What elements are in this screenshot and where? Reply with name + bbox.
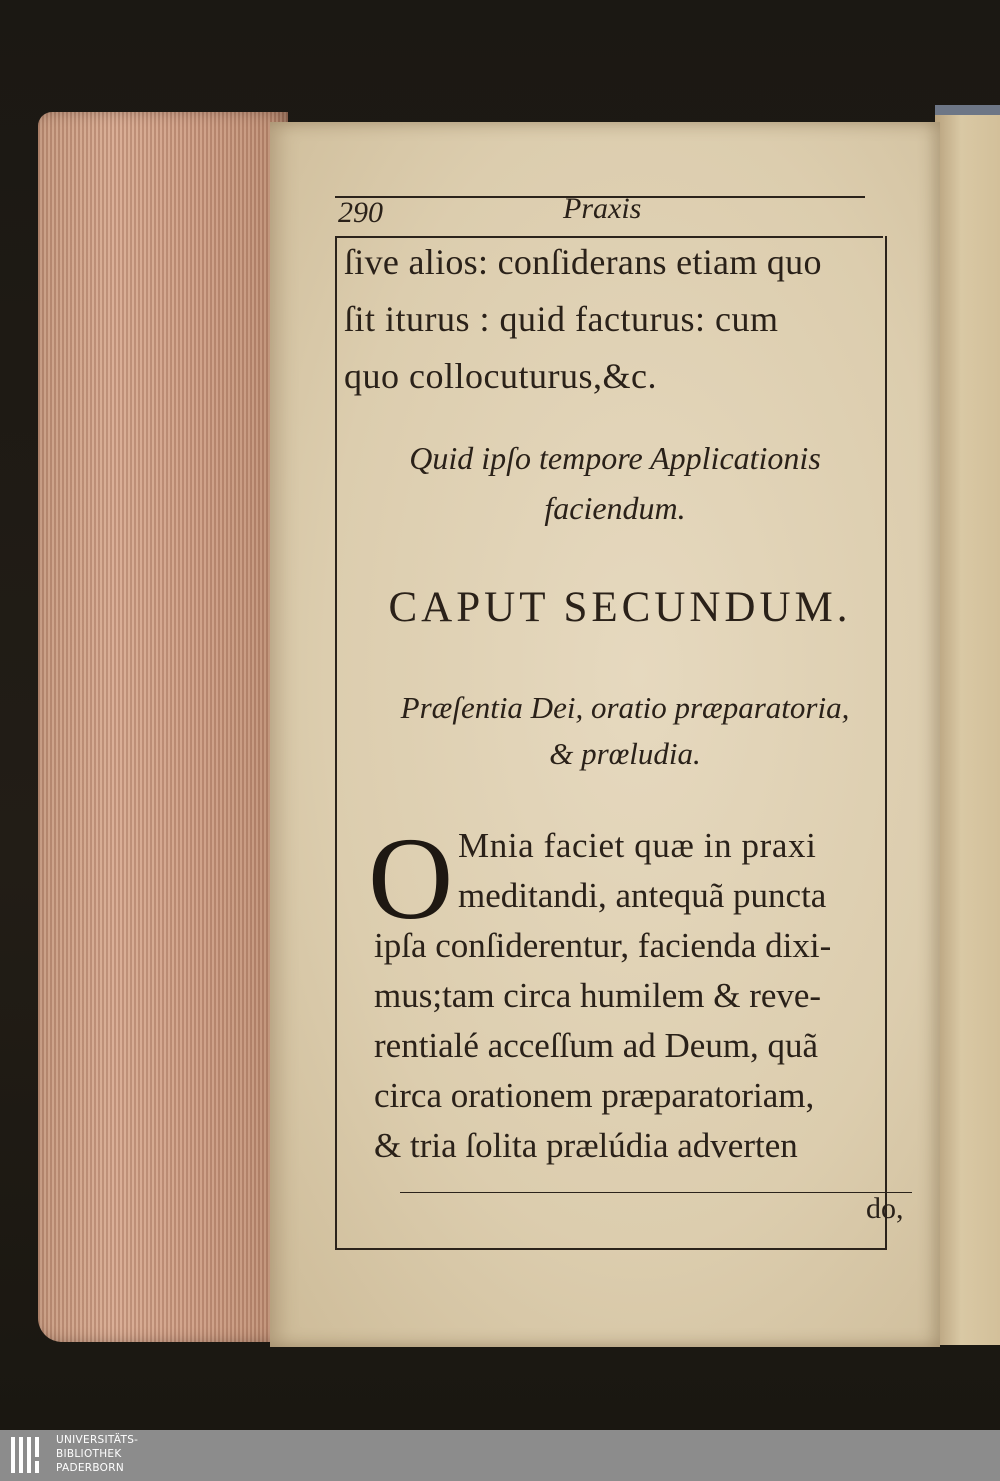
chapter-subtitle: & prœludia.	[549, 736, 701, 771]
logo-line: BIBLIOTHEK	[56, 1448, 122, 1460]
footer-bar	[0, 1430, 1000, 1481]
chapter-title: CAPUT SECUNDUM.	[388, 584, 852, 631]
body-line: & tria ſolita prælúdia adverten	[374, 1126, 798, 1165]
logo-line: PADERBORN	[56, 1462, 124, 1474]
body-line: Mnia faciet quæ in praxi	[458, 826, 817, 865]
text-line: ſive alios: conſiderans etiam quo	[344, 242, 822, 282]
body-line: mus;tam circa humilem & reve-	[374, 976, 822, 1015]
running-head: Praxis	[563, 192, 642, 225]
facing-page-edge	[935, 105, 1000, 1345]
library-logo-icon	[8, 1433, 48, 1478]
drop-cap: O	[368, 813, 454, 944]
body-line: rentialé acceſſum ad Deum, quã	[374, 1026, 819, 1065]
logo-line: UNIVERSITÄTS-	[56, 1434, 139, 1446]
body-line: meditandi, antequã puncta	[458, 876, 827, 915]
body-line: ipſa conſiderentur, facienda dixi-	[374, 926, 832, 965]
library-logo-text	[56, 1433, 138, 1475]
catchword: do,	[866, 1192, 904, 1225]
section-subheading: faciendum.	[544, 490, 686, 526]
chapter-subtitle: Præſentia Dei, oratio præparatoria,	[400, 690, 850, 725]
bottom-text-rule	[400, 1192, 912, 1193]
body-line: circa orationem præparatoriam,	[374, 1076, 815, 1115]
page-number: 290	[338, 196, 383, 229]
book-page-edges	[38, 112, 288, 1342]
section-subheading: Quid ipſo tempore Applicationis	[409, 440, 821, 476]
text-line: ſit iturus : quid facturus: cum	[344, 299, 779, 339]
text-line: quo collocuturus,&c.	[344, 356, 657, 396]
